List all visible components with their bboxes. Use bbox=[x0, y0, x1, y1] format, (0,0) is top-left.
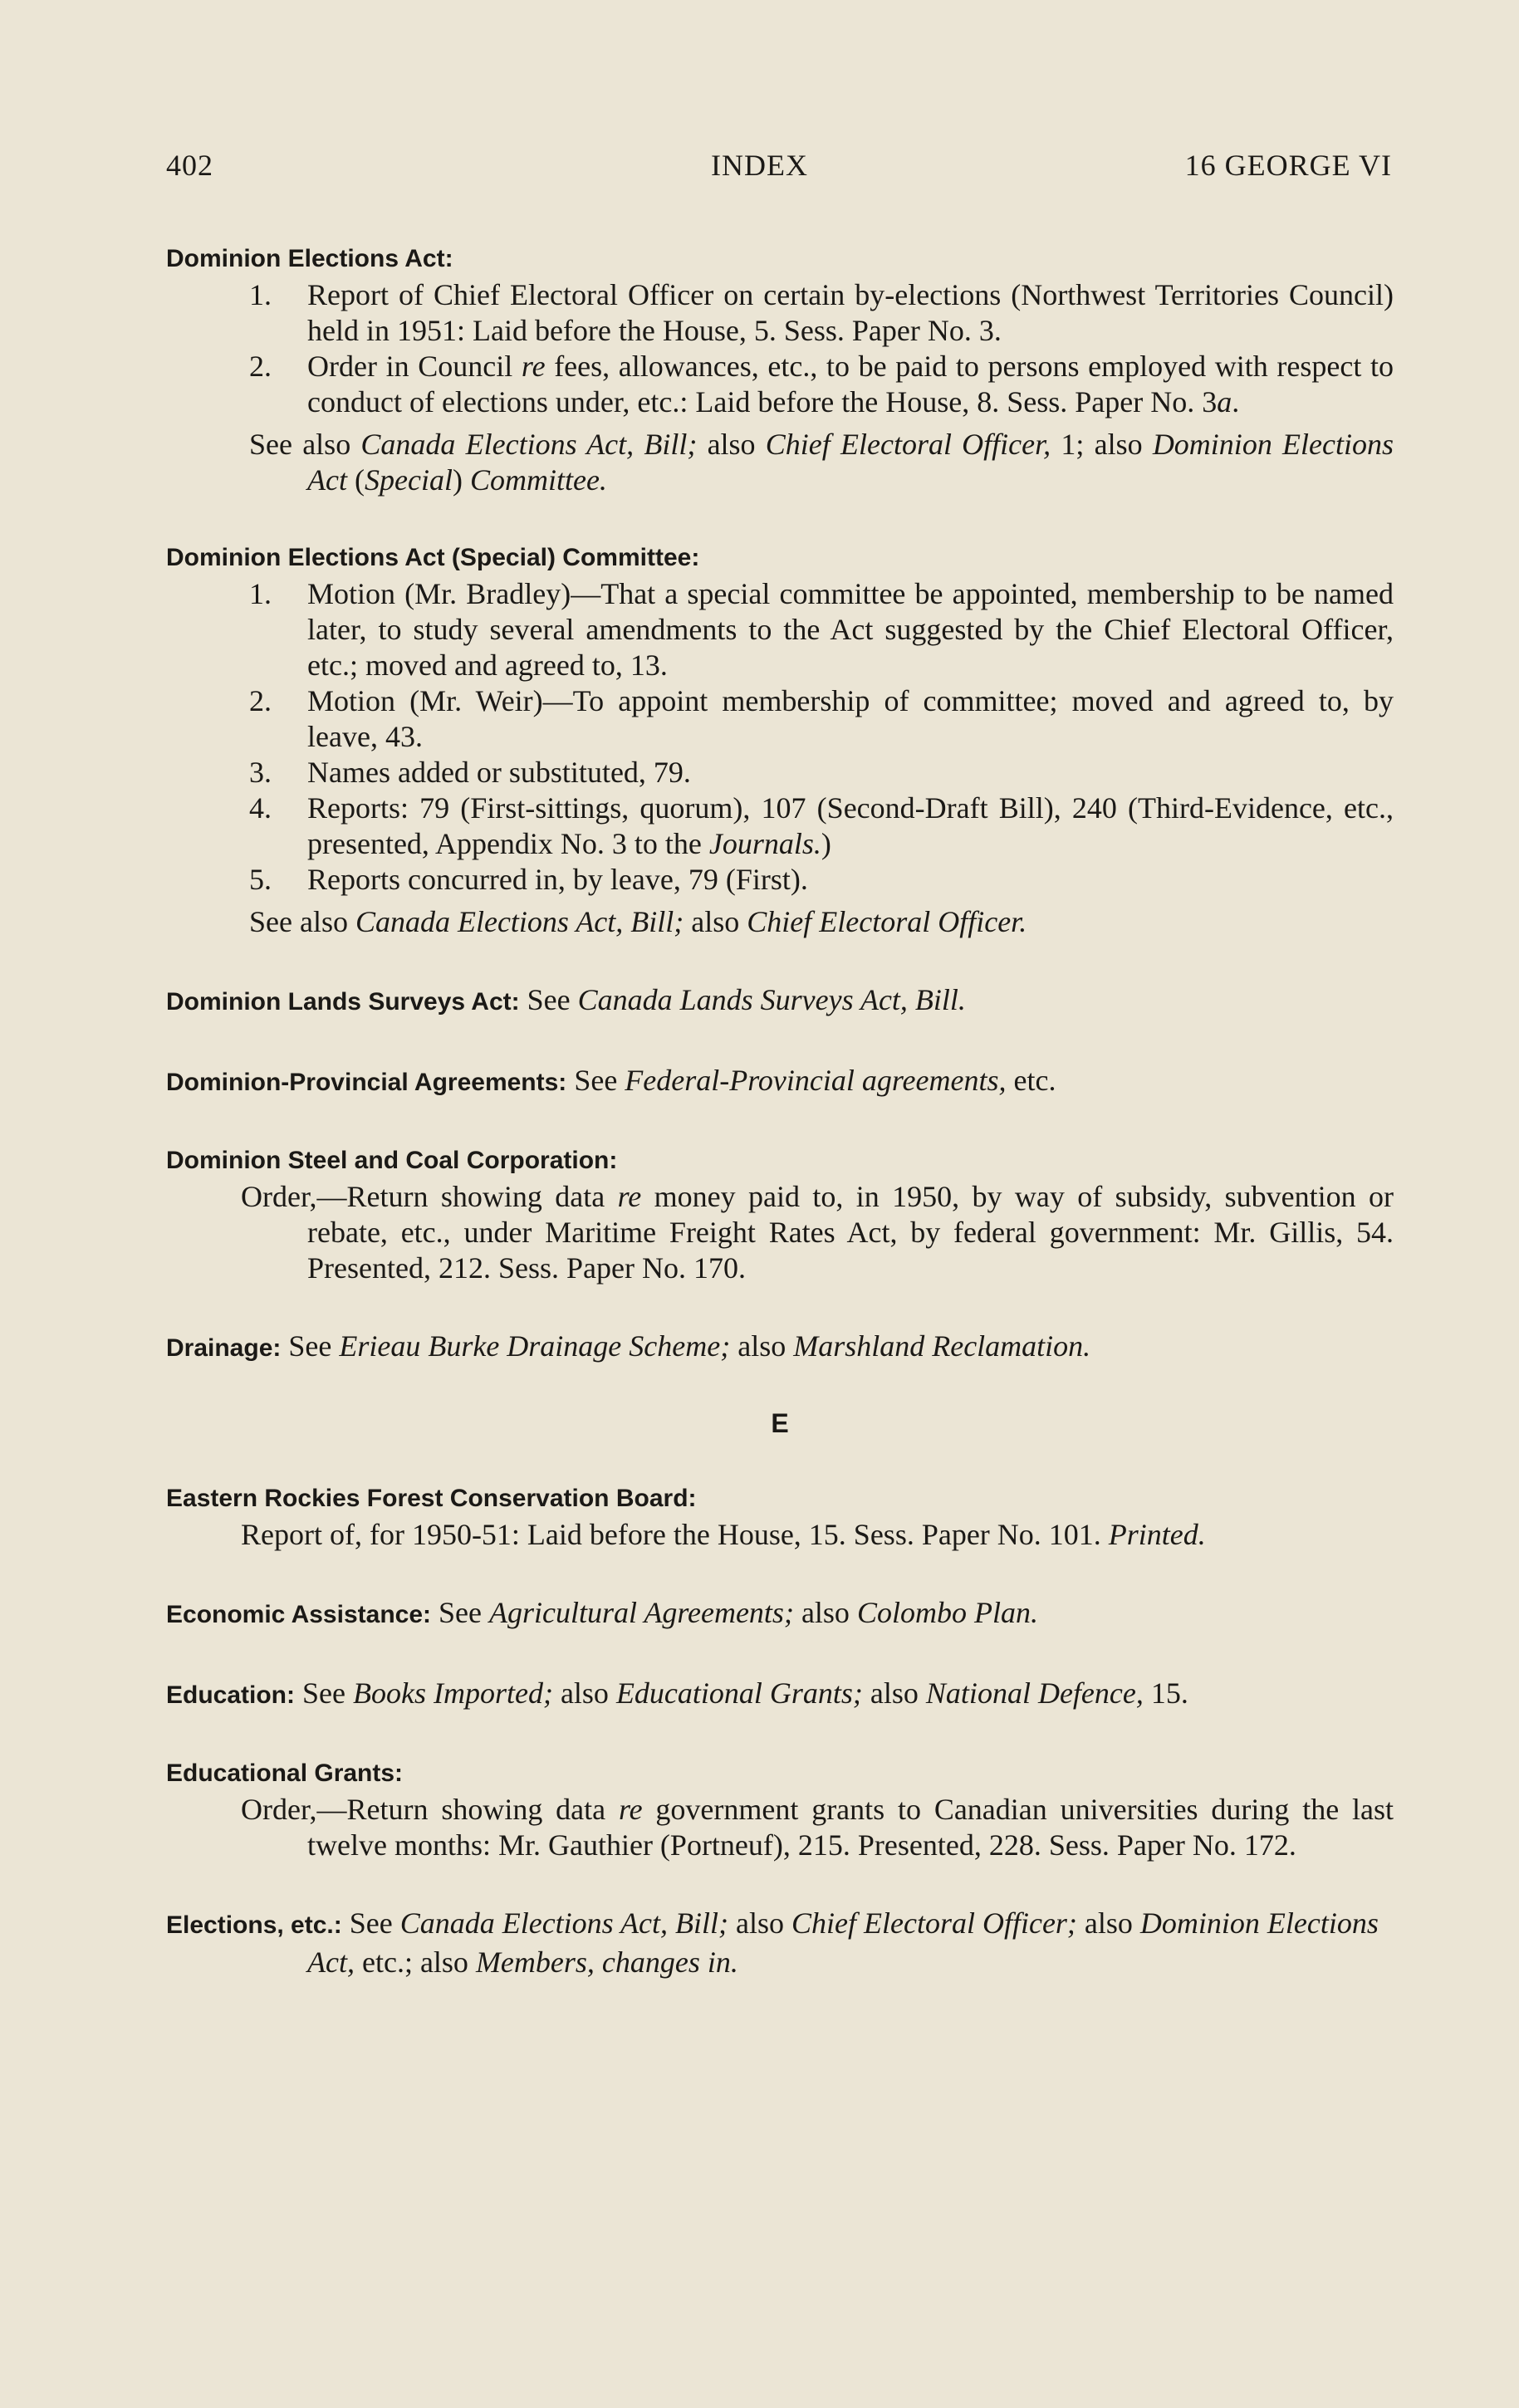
entry-heading: Elections, etc.: bbox=[166, 1911, 342, 1939]
entry-heading: Dominion Elections Act (Special) Committee: bbox=[166, 544, 700, 571]
entry-dominion-elections-act-special-committee bbox=[166, 540, 1394, 940]
entry-economic-assistance: Economic Assistance: See Agricultural Agreements; also Colombo Plan. bbox=[166, 1596, 1038, 1629]
entry-heading: Educational Grants: bbox=[166, 1760, 404, 1787]
entry-heading: Economic Assistance: bbox=[166, 1601, 431, 1628]
entry-heading: Dominion Lands Surveys Act: bbox=[166, 988, 520, 1016]
entry-education: Education: See Books Imported; also Educational Grants; also National Defence, 15. bbox=[166, 1676, 1188, 1710]
list-item: 4. Reports: 79 (First-sittings, quorum), 107 (Second-Draft Bill), 240 (Third-Evidence, etc., presented, Appendix No. 3 to the Journals.) bbox=[249, 791, 1394, 860]
entry-dominion-lands-surveys-act: Dominion Lands Surveys Act: See Canada Lands Surveys Act, Bill. bbox=[166, 983, 966, 1016]
entry-heading: Drainage: bbox=[166, 1334, 282, 1362]
running-reign: 16 GEORGE VI bbox=[1184, 149, 1392, 182]
entry-heading: Education: bbox=[166, 1681, 295, 1709]
index-body bbox=[166, 241, 1394, 2024]
entry-text: Order,—Return showing data re money paid to, in 1950, by way of subsidy, subvention or rebate, etc., under Maritime Freight Rates Act, by federal government: Mr. Gillis, 54. Presented, 212. Sess. Paper No. 170. bbox=[241, 1180, 1394, 1285]
entry-dominion-provincial-agreements: Dominion-Provincial Agreements: See Federal-Provincial agreements, etc. bbox=[166, 1064, 1056, 1097]
entry-educational-grants bbox=[166, 1755, 1394, 1863]
entry-elections-etc: Elections, etc.: See Canada Elections Act, Bill; also Chief Electoral Officer; also Dominion Elections Act, etc.; also Members, changes in. bbox=[166, 1906, 1379, 1979]
section-letter: E bbox=[771, 1408, 789, 1438]
entry-heading: Dominion Elections Act: bbox=[166, 245, 453, 272]
entry-dominion-steel-and-coal bbox=[166, 1143, 1394, 1286]
entry-eastern-rockies bbox=[166, 1481, 1394, 1553]
list-item: 3. Names added or substituted, 79. bbox=[249, 756, 691, 789]
entry-dominion-elections-act bbox=[166, 241, 1394, 498]
list-item: 1. Motion (Mr. Bradley)—That a special committee be appointed, membership to be named later, to study several amendments to the Act suggested by the Chief Electoral Officer, etc.; moved and agreed to, 13. bbox=[249, 577, 1394, 682]
see-also: See also Canada Elections Act, Bill; also Chief Electoral Officer, 1; also Dominion Elections Act (Special) Committee. bbox=[249, 428, 1394, 497]
list-item: 5. Reports concurred in, by leave, 79 (First). bbox=[249, 863, 808, 896]
page-number: 402 bbox=[166, 149, 213, 182]
list-item: 1. Report of Chief Electoral Officer on certain by-elections (Northwest Territories Council) held in 1951: Laid before the House, 5. Sess. Paper No. 3. bbox=[249, 278, 1394, 347]
running-title: INDEX bbox=[711, 149, 808, 182]
entry-text: Report of, for 1950-51: Laid before the House, 15. Sess. Paper No. 101. Printed. bbox=[241, 1518, 1206, 1551]
list-item: 2. Motion (Mr. Weir)—To appoint membership of committee; moved and agreed to, by leave, 43. bbox=[249, 684, 1394, 753]
see-also: See also Canada Elections Act, Bill; also Chief Electoral Officer. bbox=[249, 905, 1027, 938]
entry-drainage: Drainage: See Erieau Burke Drainage Scheme; also Marshland Reclamation. bbox=[166, 1329, 1091, 1363]
entry-heading: Eastern Rockies Forest Conservation Board: bbox=[166, 1485, 697, 1512]
entry-heading: Dominion-Provincial Agreements: bbox=[166, 1069, 567, 1096]
entry-heading: Dominion Steel and Coal Corporation: bbox=[166, 1147, 618, 1174]
entry-text: Order,—Return showing data re government grants to Canadian universities during the last twelve months: Mr. Gauthier (Portneuf), 215. Presented, 228. Sess. Paper No. 172. bbox=[241, 1793, 1394, 1862]
list-item: 2. Order in Council re fees, allowances, etc., to be paid to persons employed with respect to conduct of elections under, etc.: Laid before the House, 8. Sess. Paper No. 3a. bbox=[249, 350, 1394, 418]
